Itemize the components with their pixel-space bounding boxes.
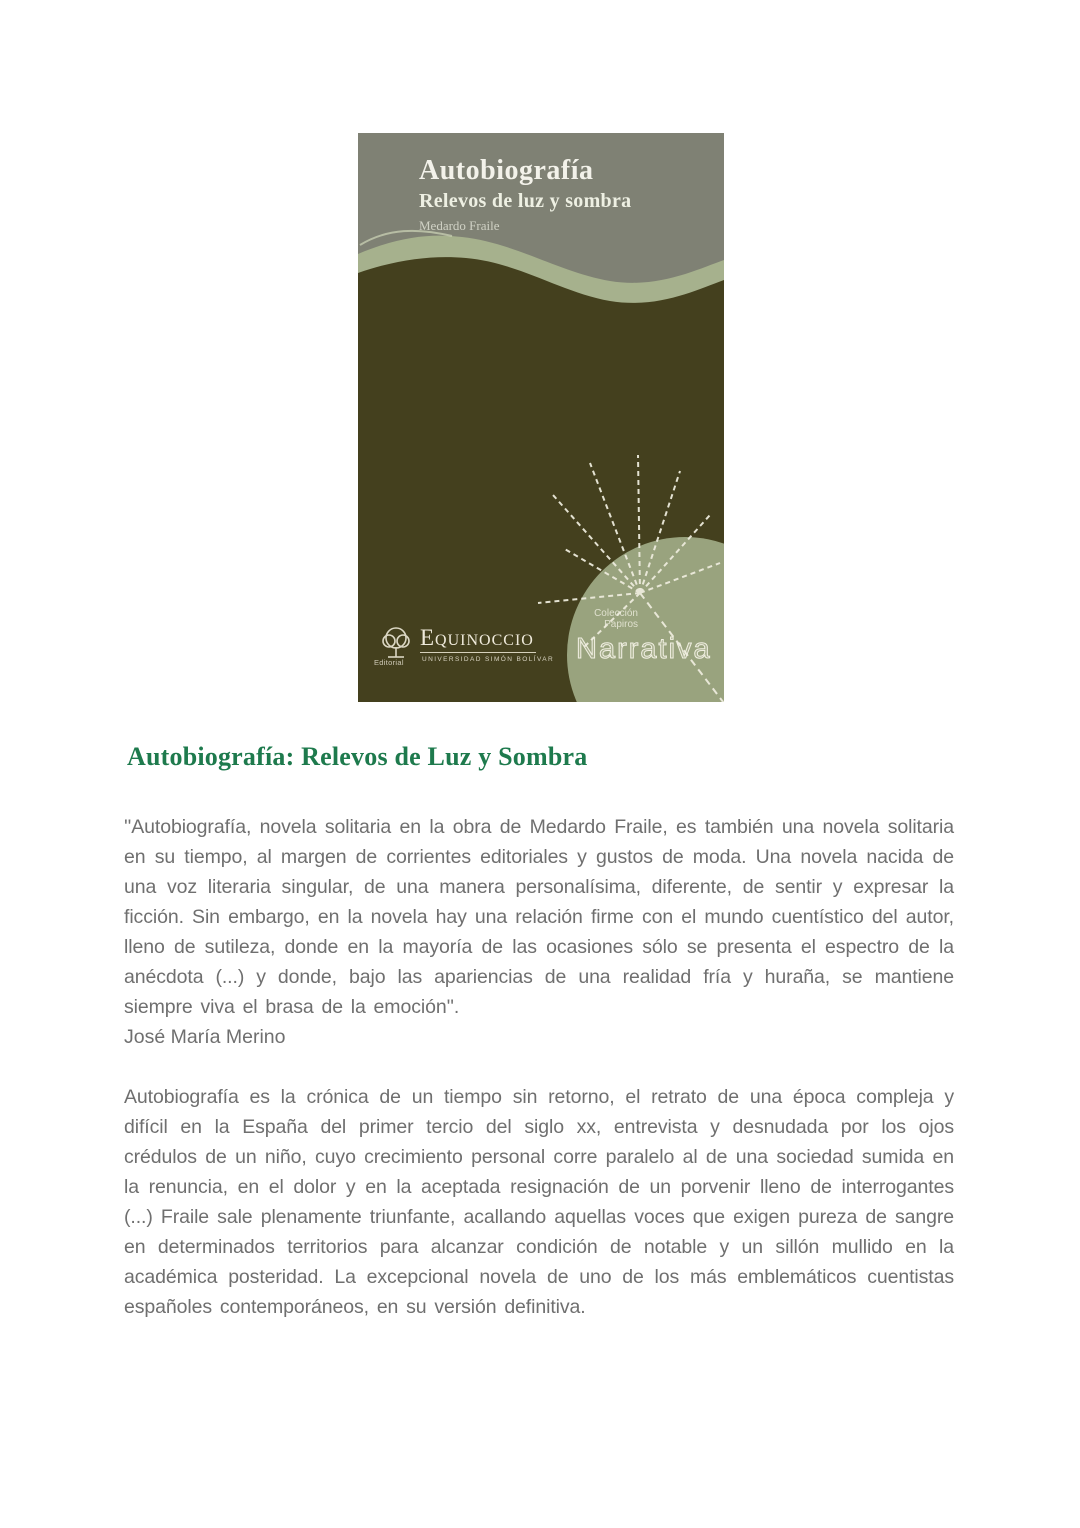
collection-series: Narrativa <box>576 633 712 665</box>
collection-line1: Colección <box>594 608 638 619</box>
quote-paragraph: ''Autobiografía, novela solitaria en la obra de Medardo Fraile, es también una novela solitaria en su tiempo, al margen de corrientes editoriales y gustos de moda. Una novela nacida de una voz literaria singular, de una manera personalísima, diferente, de sentir y expresar la ficción. Sin embargo, en la novela hay una relación firme con el mundo cuentístico del autor, lleno de sutileza, donde en la mayoría de las ocasiones sólo se presenta el espectro de la anécdota (...) y donde, bajo las apariencias de una realidad fría y huraña, se mantiene siempre viva el brasa de la emoción''. <box>124 816 954 1018</box>
publisher-editorial-label: Editorial <box>374 658 404 667</box>
body-paragraph: Autobiografía es la crónica de un tiempo sin retorno, el retrato de una época compleja y difícil en la España del primer tercio del siglo xx, entrevista y desnudada por los ojos crédulos de un niño, cuyo crecimiento personal corre paralelo al de una sociedad sumida en la renuncia, en el dolor y en la aceptada resignación de un porvenir lleno de interrogantes (...) Fraile sale plenamente triunfante, acallando aquellas voces que exigen pureza de sangre en determinados territorios para alcanzar condición de notable y un sillón mullido en la académica posteridad. La excepcional novela de uno de los más emblemáticos cuentistas españoles contemporáneos, en su versión definitiva. <box>124 1086 954 1318</box>
publisher-subtext: UNIVERSIDAD SIMÓN BOLÍVAR <box>422 656 555 663</box>
cover-subtitle: Relevos de luz y sombra <box>419 190 632 212</box>
article-text-column <box>124 812 954 1322</box>
book-cover <box>358 133 724 702</box>
collection-block <box>576 608 724 665</box>
cover-title: Autobiografía <box>419 155 594 186</box>
page-title: Autobiografía: Relevos de Luz y Sombra <box>127 742 588 771</box>
cover-author: Medardo Fraile <box>419 218 500 233</box>
collection-name <box>576 608 638 630</box>
quote-attribution: José María Merino <box>124 1026 286 1048</box>
publisher-logo <box>374 625 574 673</box>
publisher-name: Equinoccio <box>420 625 536 653</box>
collection-line2: Papiros <box>604 619 638 630</box>
